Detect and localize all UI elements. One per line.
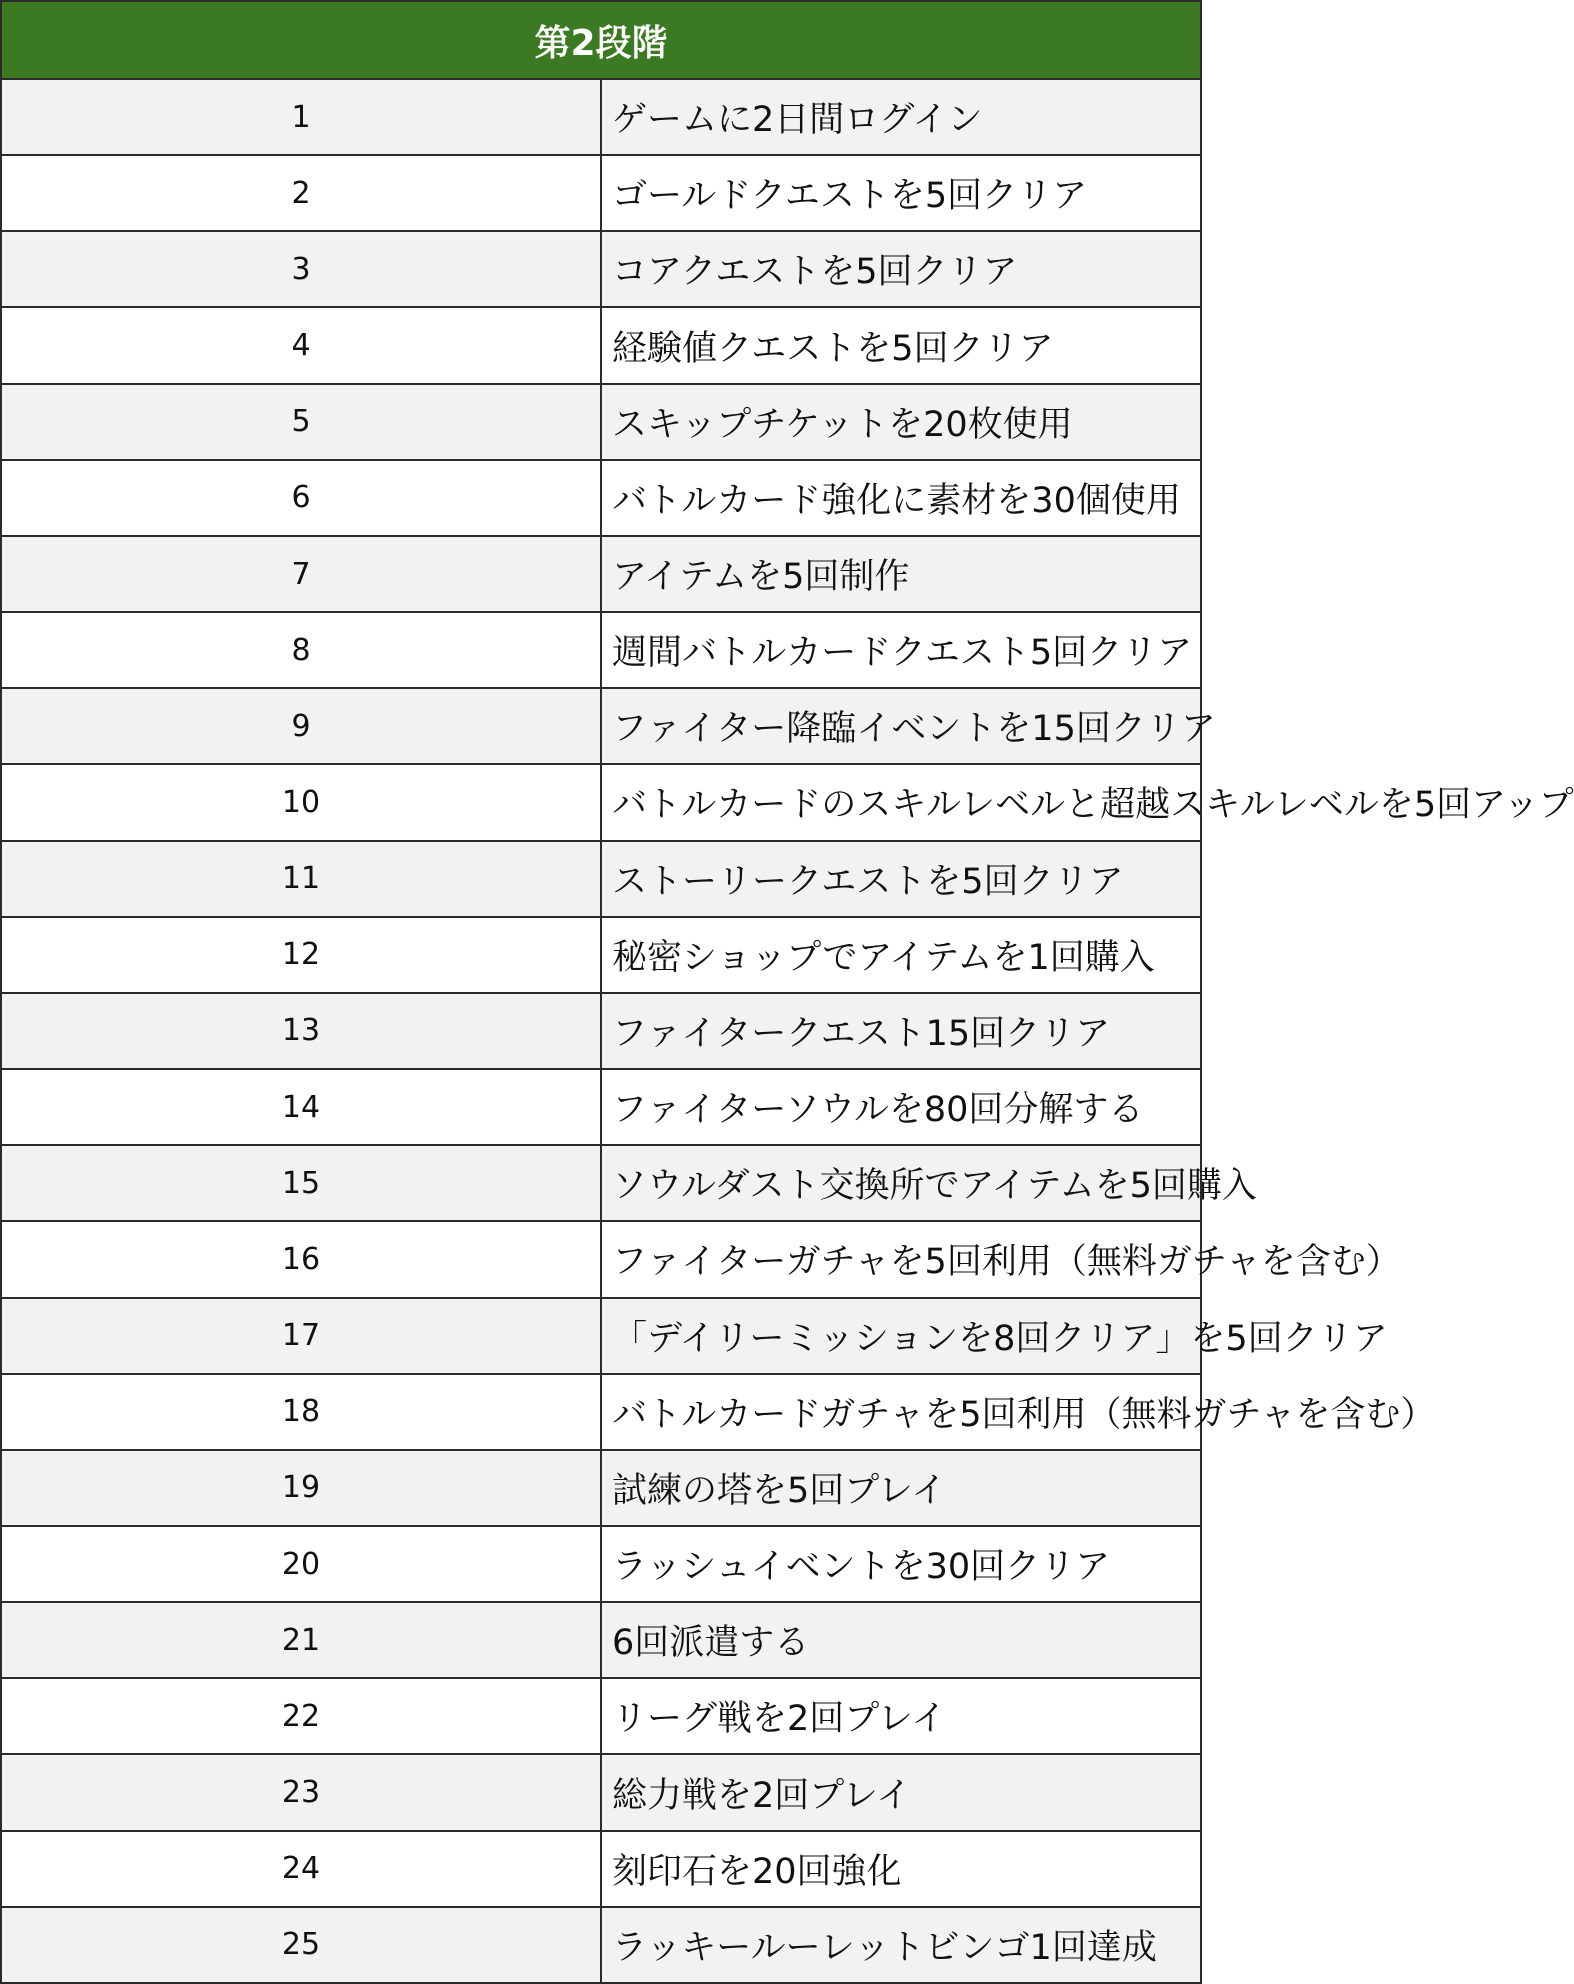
table-row bbox=[1, 79, 1201, 155]
mission-task: ストーリークエストを5回クリア bbox=[601, 841, 1201, 917]
mission-task: 週間バトルカードクエスト5回クリア bbox=[601, 612, 1201, 688]
mission-task: 「デイリーミッションを8回クリア」を5回クリア bbox=[601, 1298, 1201, 1374]
mission-task: バトルカード強化に素材を30個使用 bbox=[601, 460, 1201, 536]
mission-number: 13 bbox=[1, 993, 601, 1069]
mission-task: ファイタークエスト15回クリア bbox=[601, 993, 1201, 1069]
mission-task: ゴールドクエストを5回クリア bbox=[601, 155, 1201, 231]
mission-number: 3 bbox=[1, 231, 601, 307]
table-row bbox=[1, 536, 1201, 612]
table-row bbox=[1, 917, 1201, 993]
table-row bbox=[1, 764, 1201, 840]
mission-number: 20 bbox=[1, 1526, 601, 1602]
mission-task: アイテムを5回制作 bbox=[601, 536, 1201, 612]
mission-number: 1 bbox=[1, 79, 601, 155]
mission-number: 22 bbox=[1, 1678, 601, 1754]
table-row bbox=[1, 841, 1201, 917]
mission-task: ファイター降臨イベントを15回クリア bbox=[601, 688, 1201, 764]
table-header-row bbox=[1, 1, 1201, 79]
mission-task: ソウルダスト交換所でアイテムを5回購入 bbox=[601, 1145, 1201, 1221]
mission-number: 14 bbox=[1, 1069, 601, 1145]
mission-task: 刻印石を20回強化 bbox=[601, 1831, 1201, 1907]
mission-task: 6回派遣する bbox=[601, 1602, 1201, 1678]
mission-number: 19 bbox=[1, 1450, 601, 1526]
mission-task: リーグ戦を2回プレイ bbox=[601, 1678, 1201, 1754]
mission-task: コアクエストを5回クリア bbox=[601, 231, 1201, 307]
mission-number: 23 bbox=[1, 1754, 601, 1830]
mission-number: 18 bbox=[1, 1374, 601, 1450]
mission-task: バトルカードガチャを5回利用（無料ガチャを含む） bbox=[601, 1374, 1201, 1450]
table-row bbox=[1, 1221, 1201, 1297]
mission-number: 11 bbox=[1, 841, 601, 917]
table-row bbox=[1, 1907, 1201, 1983]
table-row bbox=[1, 1831, 1201, 1907]
mission-task: バトルカードのスキルレベルと超越スキルレベルを5回アップ bbox=[601, 764, 1201, 840]
mission-number: 5 bbox=[1, 384, 601, 460]
mission-number: 24 bbox=[1, 1831, 601, 1907]
table-row bbox=[1, 307, 1201, 383]
mission-number: 2 bbox=[1, 155, 601, 231]
table-row bbox=[1, 1678, 1201, 1754]
mission-number: 16 bbox=[1, 1221, 601, 1297]
table-row bbox=[1, 1145, 1201, 1221]
mission-number: 9 bbox=[1, 688, 601, 764]
mission-number: 15 bbox=[1, 1145, 601, 1221]
mission-number: 6 bbox=[1, 460, 601, 536]
table-row bbox=[1, 1754, 1201, 1830]
table-row bbox=[1, 1374, 1201, 1450]
mission-task: ファイターガチャを5回利用（無料ガチャを含む） bbox=[601, 1221, 1201, 1297]
mission-number: 12 bbox=[1, 917, 601, 993]
mission-number: 10 bbox=[1, 764, 601, 840]
table-row bbox=[1, 1069, 1201, 1145]
table-row bbox=[1, 1298, 1201, 1374]
stage-title: 第2段階 bbox=[1, 1, 1201, 79]
table-row bbox=[1, 155, 1201, 231]
mission-task: スキップチケットを20枚使用 bbox=[601, 384, 1201, 460]
mission-number: 7 bbox=[1, 536, 601, 612]
mission-number: 4 bbox=[1, 307, 601, 383]
mission-task: ラッキールーレットビンゴ1回達成 bbox=[601, 1907, 1201, 1983]
mission-number: 17 bbox=[1, 1298, 601, 1374]
table-row bbox=[1, 384, 1201, 460]
table-row bbox=[1, 1526, 1201, 1602]
mission-task: 試練の塔を5回プレイ bbox=[601, 1450, 1201, 1526]
mission-number: 25 bbox=[1, 1907, 601, 1983]
table-row bbox=[1, 460, 1201, 536]
table-row bbox=[1, 612, 1201, 688]
mission-task: ファイターソウルを80回分解する bbox=[601, 1069, 1201, 1145]
mission-task: ラッシュイベントを30回クリア bbox=[601, 1526, 1201, 1602]
mission-task: 秘密ショップでアイテムを1回購入 bbox=[601, 917, 1201, 993]
table-row bbox=[1, 688, 1201, 764]
mission-task: 経験値クエストを5回クリア bbox=[601, 307, 1201, 383]
mission-task: ゲームに2日間ログイン bbox=[601, 79, 1201, 155]
table-row bbox=[1, 1602, 1201, 1678]
mission-task: 総力戦を2回プレイ bbox=[601, 1754, 1201, 1830]
mission-number: 8 bbox=[1, 612, 601, 688]
table-row bbox=[1, 231, 1201, 307]
table-row bbox=[1, 1450, 1201, 1526]
mission-list bbox=[1, 79, 1574, 1983]
mission-number: 21 bbox=[1, 1602, 601, 1678]
table-row bbox=[1, 993, 1201, 1069]
